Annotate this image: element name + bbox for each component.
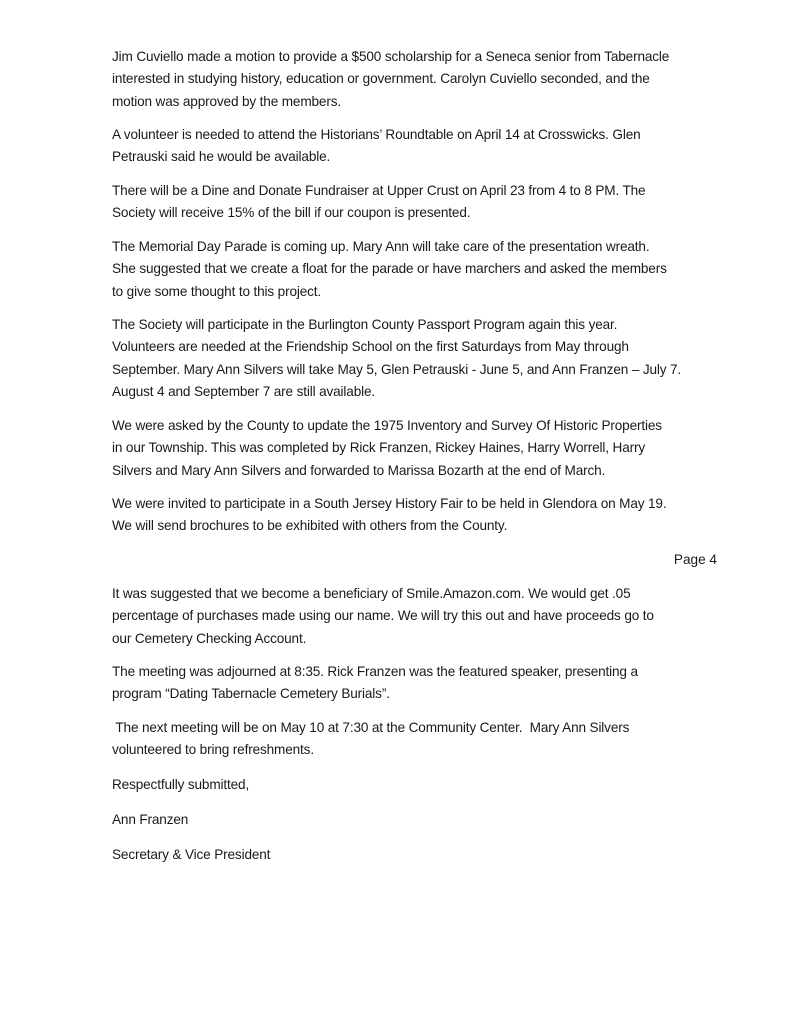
text-line: We were invited to participate in a South Jersey History Fair to be held in Glendora on May 19.: [112, 496, 667, 511]
signature-name: Ann Franzen: [112, 812, 189, 827]
text-line: It was suggested that we become a beneficiary of Smile.Amazon.com. We would get .05: [112, 586, 631, 601]
paragraph-smile-amazon: [112, 583, 724, 650]
text-line: in our Township. This was completed by Rick Franzen, Rickey Haines, Harry Worrell, Harry: [112, 440, 645, 456]
text-line: A volunteer is needed to attend the Historians’ Roundtable on April 14 at Crosswicks. Glen: [112, 127, 641, 142]
text-line: The meeting was adjourned at 8:35. Rick Franzen was the featured speaker, presenting a: [112, 664, 638, 679]
paragraph-historians-roundtable: [112, 124, 724, 169]
text-line: Silvers and Mary Ann Silvers and forwarded to Marissa Bozarth at the end of March.: [112, 462, 606, 478]
paragraph-history-fair: [112, 493, 724, 538]
text-line: Volunteers are needed at the Friendship School on the first Saturdays from May through: [112, 339, 629, 355]
text-line: We were asked by the County to update the 1975 Inventory and Survey Of Historic Properties: [112, 418, 662, 433]
paragraph-next-meeting: [112, 717, 724, 762]
text-line: Jim Cuviello made a motion to provide a $500 scholarship for a Seneca senior from Tabernacle: [112, 49, 670, 64]
page-number: Page 4: [673, 552, 717, 567]
text-line: The Memorial Day Parade is coming up. Mary Ann will take care of the presentation wreath.: [112, 239, 650, 254]
paragraph-meeting-adjourned: [112, 661, 724, 706]
paragraph-scholarship-motion: [112, 46, 724, 113]
text-line: She suggested that we create a float for the parade or have marchers and asked the members: [112, 261, 667, 277]
text-line: to give some thought to this project.: [112, 283, 322, 299]
paragraph-historic-properties-survey: [112, 415, 724, 482]
text-line: There will be a Dine and Donate Fundraiser at Upper Crust on April 23 from 4 to 8 PM. The: [112, 183, 646, 198]
text-line: We will send brochures to be exhibited with others from the County.: [112, 518, 508, 534]
text-line: our Cemetery Checking Account.: [112, 630, 307, 646]
paragraph-memorial-day-parade: [112, 236, 724, 303]
text-line: percentage of purchases made using our name. We will try this out and have proceeds go to: [112, 608, 654, 624]
text-line: Petrauski said he would be available.: [112, 149, 331, 165]
paragraph-passport-program: [112, 314, 724, 404]
text-line: August 4 and September 7 are still available.: [112, 384, 376, 400]
signature-title: Secretary & Vice President: [112, 847, 271, 862]
text-line: Society will receive 15% of the bill if our coupon is presented.: [112, 205, 471, 221]
text-line: September. Mary Ann Silvers will take May 5, Glen Petrauski - June 5, and Ann Franzen – July 7.: [112, 361, 682, 377]
text-line: The Society will participate in the Burlington County Passport Program again this year.: [112, 317, 618, 332]
text-line: The next meeting will be on May 10 at 7:30 at the Community Center. Mary Ann Silvers: [112, 720, 630, 735]
paragraph-dine-and-donate: [112, 180, 724, 225]
text-line: program “Dating Tabernacle Cemetery Burials”.: [112, 686, 390, 702]
text-line: motion was approved by the members.: [112, 93, 341, 109]
text-line: volunteered to bring refreshments.: [112, 742, 314, 758]
text-line: interested in studying history, education or government. Carolyn Cuviello seconded, and the: [112, 71, 650, 87]
signature-closing: Respectfully submitted,: [112, 777, 250, 792]
